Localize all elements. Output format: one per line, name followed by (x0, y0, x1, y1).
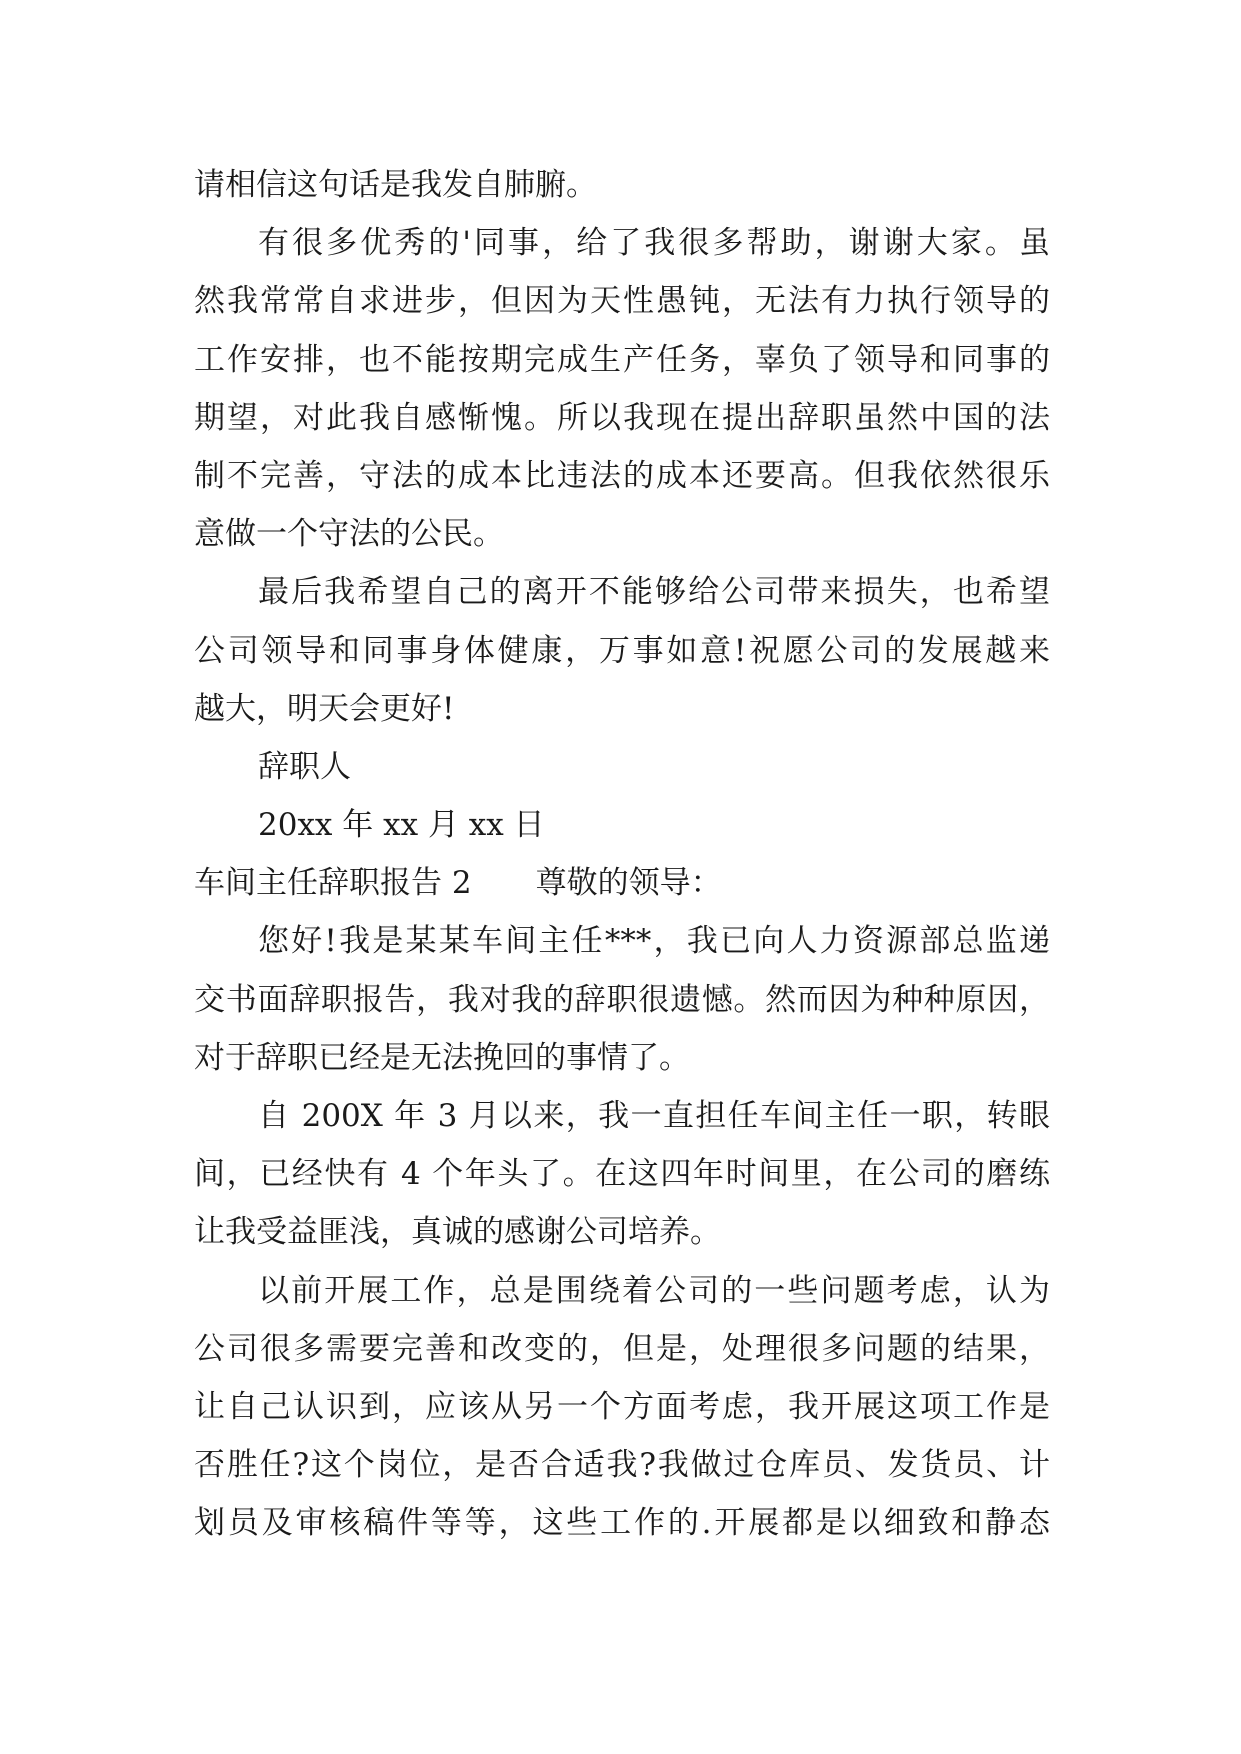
paragraph-tenure (194, 1087, 1050, 1262)
paragraph-reflection (194, 1262, 1050, 1553)
section-heading (194, 854, 1050, 912)
text-line: 公司很多需要完善和改变的，但是，处理很多问题的结果， (194, 1330, 1050, 1367)
text-line: 请相信这句话是我发自肺腑。 (194, 167, 597, 203)
text-line: 让我受益匪浅，真诚的感谢公司培养。 (194, 1214, 721, 1251)
paragraph-colleagues (194, 214, 1050, 563)
text-line: 有很多优秀的'同事，给了我很多帮助，谢谢大家。虽 (258, 225, 1050, 262)
text-line: 交书面辞职报告，我对我的辞职很遗憾。然而因为种种原因， (194, 981, 1050, 1018)
text-line: 最后我希望自己的离开不能够给公司带来损失，也希望 (258, 574, 1050, 611)
text-line: 自 200X 年 3 月以来，我一直担任车间主任一职，转眼 (258, 1098, 1050, 1134)
text-line: 间，已经快有 4 个年头了。在这四年时间里，在公司的磨练 (194, 1156, 1050, 1193)
salutation: 尊敬的领导： (535, 865, 722, 902)
text-line: 工作安排，也不能按期完成生产任务，辜负了领导和同事的 (194, 341, 1050, 378)
signature-date (194, 796, 1050, 854)
text-line: 辞职人 (258, 748, 351, 785)
text-line: 然我常常自求进步，但因为天性愚钝，无法有力执行领导的 (194, 283, 1050, 320)
paragraph-greeting (194, 912, 1050, 1087)
text-line: 您好!我是某某车间主任***，我已向人力资源部总监递 (258, 923, 1050, 960)
text-line: 否胜任?这个岗位，是否合适我?我做过仓库员、发货员、计 (194, 1447, 1050, 1484)
signature-name (194, 738, 1050, 796)
text-line: 以前开展工作，总是围绕着公司的一些问题考虑，认为 (258, 1272, 1050, 1309)
text-line: 公司领导和同事身体健康，万事如意!祝愿公司的发展越来 (194, 632, 1050, 669)
text-line: 让自己认识到，应该从另一个方面考虑，我开展这项工作是 (194, 1388, 1050, 1425)
text-line: 划员及审核稿件等等，这些工作的.开展都是以细致和静态 (194, 1505, 1050, 1542)
document-body (194, 156, 1050, 1553)
text-line: 越大，明天会更好! (194, 690, 455, 727)
paragraph-continuation (194, 156, 1050, 214)
text-line: 意做一个守法的公民。 (194, 516, 504, 553)
text-line: 对于辞职已经是无法挽回的事情了。 (194, 1039, 690, 1076)
paragraph-closing-wishes (194, 563, 1050, 738)
text-line: 20xx 年 xx 月 xx 日 (258, 807, 545, 844)
text-line: 期望，对此我自感惭愧。所以我现在提出辞职虽然中国的法 (194, 399, 1050, 436)
section-title: 车间主任辞职报告 2 (194, 865, 472, 902)
text-line: 制不完善，守法的成本比违法的成本还要高。但我依然很乐 (194, 457, 1050, 494)
